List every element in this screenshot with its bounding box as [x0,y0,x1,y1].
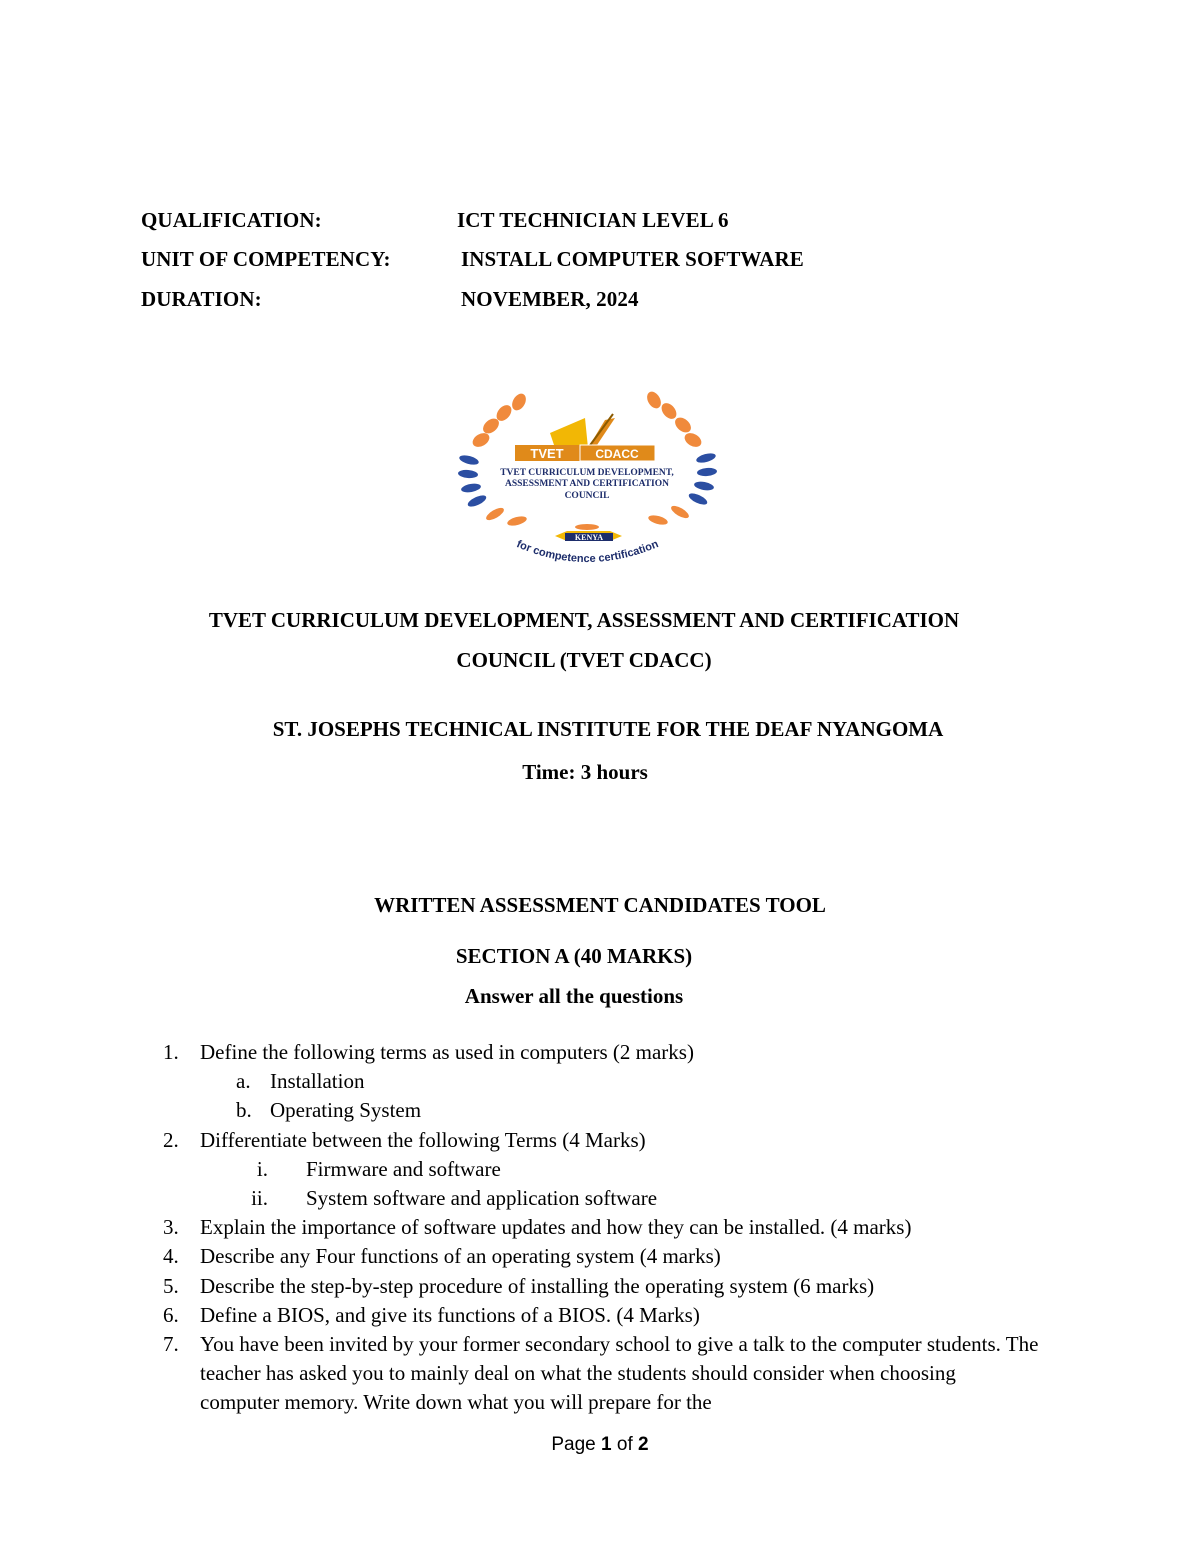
laurel-left-blue [458,454,488,509]
sub-text: Installation [270,1069,365,1094]
duration-row [141,287,639,312]
qualification-value: ICT TECHNICIAN LEVEL 6 [457,208,729,232]
question-number: 6. [163,1302,179,1327]
laurel-right-orange [644,389,703,449]
question-4 [0,1242,1040,1271]
duration-value: NOVEMBER, 2024 [461,287,639,311]
logo-line3: COUNCIL [564,491,610,501]
question-number: 1. [163,1040,179,1064]
page-total: 2 [638,1434,649,1455]
unit-value: INSTALL COMPUTER SOFTWARE [461,247,804,271]
question-3 [0,1213,1040,1242]
question-number: 5. [163,1273,179,1298]
council-title-line2: COUNCIL (TVET CDACC) [456,648,712,672]
question-7 [0,1330,1040,1418]
sub-text: Operating System [270,1098,422,1123]
question-text: Define a BIOS, and give its functions of a BIOS. (4 Marks) [200,1302,700,1327]
sub-label: a. [236,1069,251,1094]
unit-row [141,247,804,272]
time-allowed: Time: 3 hours [522,760,648,784]
qualification-label: QUALIFICATION: [141,208,322,232]
book-emblem [550,414,615,448]
badge-left-text: TVET [530,446,564,461]
logo-motto [515,538,661,565]
question-text: Explain the importance of software updates and how they can be installed. (4 marks) [200,1215,912,1240]
question-2i [0,1155,1200,1184]
question-6 [0,1301,1040,1330]
sub-label: b. [236,1098,252,1123]
unit-label: UNIT OF COMPETENCY: [141,247,391,271]
question-number: 7. [163,1332,179,1357]
question-2 [0,1126,1040,1155]
question-text: Describe the step-by-step procedure of installing the operating system (6 marks) [200,1273,875,1298]
page-number: 1 [601,1434,612,1455]
question-1b [0,1096,1200,1125]
sub-label: i. [256,1156,268,1181]
instructions: Answer all the questions [464,984,684,1008]
question-2ii [0,1184,1200,1213]
question-list [0,1038,1200,1418]
question-text: Differentiate between the following Terms (4 Marks) [200,1127,646,1152]
logo-motto-path: for competence certification [514,538,661,566]
question-text: You have been invited by your former secondary school to give a talk to the computer students. The teacher has asked you to mainly deal on what the students should consider when choosing computer memory. Write down what you will prepare for the [200,1332,1039,1415]
laurel-right-blue [687,452,717,507]
sub-text: System software and application software [306,1186,658,1211]
question-1a [0,1067,1200,1096]
assessment-tool-title: WRITTEN ASSESSMENT CANDIDATES TOOL [374,893,826,917]
page-footer [0,1434,1200,1456]
page-word: Page [551,1434,596,1455]
tvet-cdacc-badge [515,445,655,461]
kenya-ribbon [555,531,622,542]
council-title-line1: TVET CURRICULUM DEVELOPMENT, ASSESSMENT AND CERTIFICATION [208,608,960,632]
logo-line1: TVET CURRICULUM DEVELOPMENT, [500,468,674,478]
logo-line2: ASSESSMENT AND CERTIFICATION [504,479,670,489]
sub-text: Firmware and software [306,1156,501,1181]
of-word: of [616,1434,633,1455]
section-a-title: SECTION A (40 MARKS) [455,944,693,968]
question-1 [0,1038,1040,1067]
duration-label: DURATION: [141,287,262,311]
question-number: 3. [163,1215,179,1240]
tvet-cdacc-logo [455,388,720,573]
qualification-row [141,208,729,233]
question-number: 4. [163,1244,179,1269]
laurel-left-orange [470,391,528,449]
laurel-bottom-orange [484,504,690,530]
question-5 [0,1272,1040,1301]
question-text: Describe any Four functions of an operating system (4 marks) [200,1244,721,1269]
question-text: Define the following terms as used in computers (2 marks) [200,1040,694,1064]
institute-name: ST. JOSEPHS TECHNICAL INSTITUTE FOR THE DEAF NYANGOMA [272,717,944,741]
question-number: 2. [163,1127,179,1152]
badge-right-text: CDACC [595,447,639,461]
ribbon-text: KENYA [574,533,604,542]
sub-label: ii. [251,1186,268,1211]
